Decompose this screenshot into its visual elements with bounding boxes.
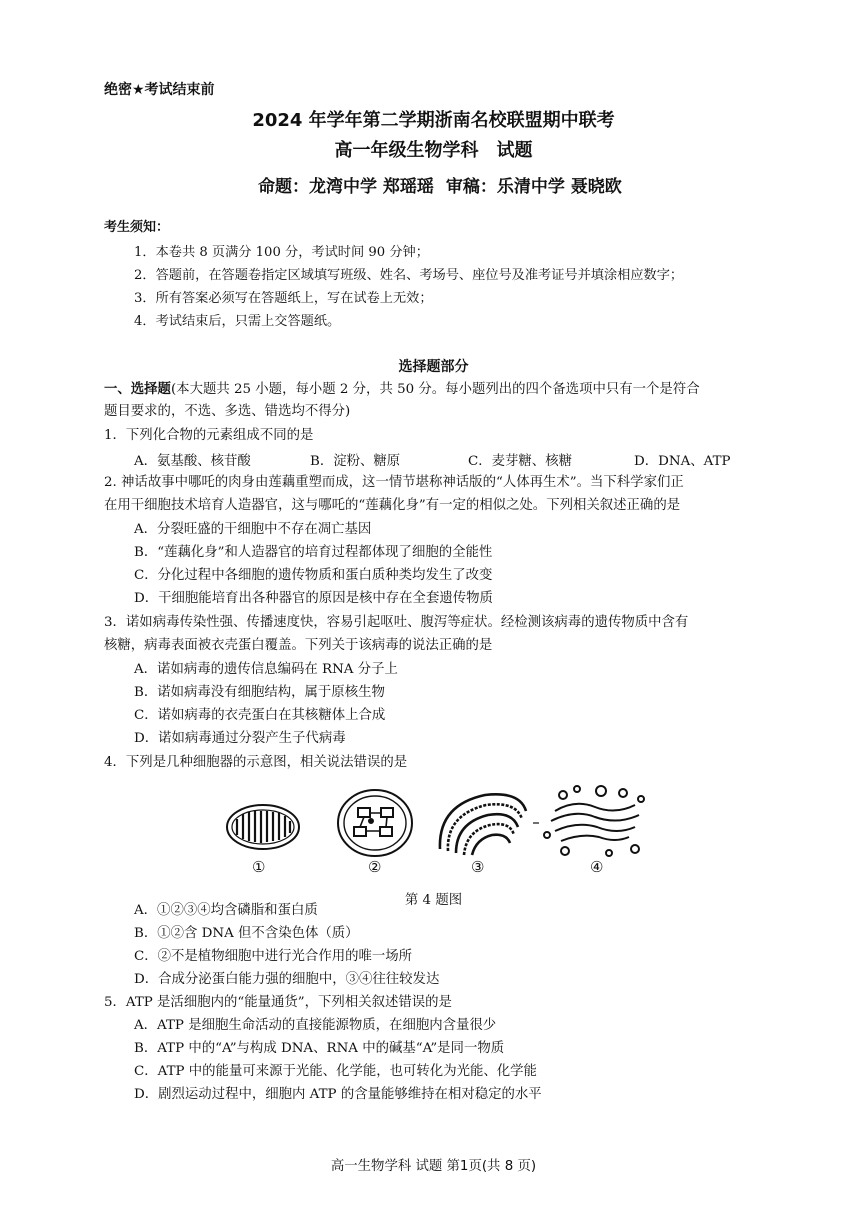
question-3-option-b: B．诺如病毒没有细胞结构，属于原核生物	[134, 685, 385, 700]
figure-label-2: ②	[368, 858, 382, 876]
question-4-option-c: C．②不是植物细胞中进行光合作用的唯一场所	[134, 949, 413, 964]
endoplasmic-reticulum-drawing	[440, 794, 526, 855]
question-2-option-d: D．干细胞能培育出各种器官的原因是核中存在全套遗传物质	[134, 591, 493, 606]
question-2-option-a: A．分裂旺盛的干细胞中不存在凋亡基因	[134, 522, 372, 537]
question-2-stem-continued: 在用干细胞技术培育人造器官，这与哪吒的“莲藕化身”有一定的相似之处。下列相关叙述正确的是	[104, 498, 681, 513]
mitochondrion-drawing	[227, 805, 299, 849]
section-intro	[104, 380, 700, 399]
notice-heading: 考生须知：	[104, 220, 170, 235]
question-5-stem: 5．ATP 是活细胞内的“能量通货”，下列相关叙述错误的是	[104, 995, 452, 1010]
golgi-apparatus-drawing	[533, 786, 644, 856]
organelle-figure	[225, 783, 645, 875]
question-4-stem: 4．下列是几种细胞器的示意图，相关说法错误的是	[104, 755, 408, 770]
question-3-option-d: D．诺如病毒通过分裂产生子代病毒	[134, 731, 346, 746]
section-intro-text: (本大题共 25 小题，每小题 2 分，共 50 分。每小题列出的四个备选项中只有一个是符合	[170, 382, 700, 397]
figure-label-4: ④	[590, 858, 604, 876]
page-footer: 高一生物学科 试题 第1页(共 8 页)	[330, 1159, 537, 1174]
question-5-option-a: A．ATP 是细胞生命活动的直接能源物质，在细胞内含量很少	[134, 1018, 497, 1033]
notice-item: 2．答题前，在答题卷指定区域填写班级、姓名、考场号、座位号及准考证号并填涂相应数字；	[134, 268, 684, 283]
section-title: 选择题部分	[398, 359, 469, 375]
question-5-option-d: D．剧烈运动过程中，细胞内 ATP 的含量能够维持在相对稳定的水平	[134, 1087, 542, 1102]
question-1-option-a: A．氨基酸、核苷酸	[134, 454, 251, 469]
question-1-option-c: C．麦芽糖、核糖	[468, 454, 572, 469]
question-4-option-d: D．合成分泌蛋白能力强的细胞中，③④往往较发达	[134, 972, 440, 987]
question-3-option-c: C．诺如病毒的衣壳蛋白在其核糖体上合成	[134, 708, 386, 723]
exam-subtitle: 高一年级生物学科 试题	[334, 140, 533, 161]
question-5-option-b: B．ATP 中的“A”与构成 DNA、RNA 中的碱基“A”是同一物质	[134, 1041, 505, 1056]
chloroplast-drawing	[338, 790, 412, 856]
question-5-option-c: C．ATP 中的能量可来源于光能、化学能，也可转化为光能、化学能	[134, 1064, 537, 1079]
question-4-option-a: A．①②③④均含磷脂和蛋白质	[134, 903, 318, 918]
question-2-option-c: C．分化过程中各细胞的遗传物质和蛋白质种类均发生了改变	[134, 568, 493, 583]
figure-label-3: ③	[471, 858, 485, 876]
figure-caption: 第 4 题图	[404, 893, 463, 908]
question-3-option-a: A．诺如病毒的遗传信息编码在 RNA 分子上	[134, 662, 398, 677]
notice-item: 3．所有答案必须写在答题纸上，写在试卷上无效；	[134, 291, 433, 306]
notice-item: 4．考试结束后，只需上交答题纸。	[134, 314, 341, 329]
notice-item: 1．本卷共 8 页满分 100 分，考试时间 90 分钟；	[134, 245, 429, 260]
confidential-label: 绝密★考试结束前	[104, 82, 215, 98]
section-intro-continued: 题目要求的，不选、多选、错选均不得分)	[104, 404, 351, 419]
question-3-stem-continued: 核糖，病毒表面被衣壳蛋白覆盖。下列关于该病毒的说法正确的是	[104, 638, 493, 653]
question-2-stem: 2. 神话故事中哪吒的肉身由莲藕重塑而成，这一情节堪称神话版的“人体再生术”。当下科学家们正	[104, 475, 684, 490]
authors-line	[258, 172, 628, 197]
question-3-stem: 3．诺如病毒传染性强、传播速度快，容易引起呕吐、腹泻等症状。经检测该病毒的遗传物质中含有	[104, 615, 689, 630]
author-reviewer: 审稿：乐清中学 聂晓欧	[445, 177, 622, 197]
author-setter: 命题：龙湾中学 郑瑶瑶	[258, 177, 434, 197]
question-2-option-b: B．“莲藕化身”和人造器官的培育过程都体现了细胞的全能性	[134, 545, 493, 560]
question-1-option-d: D．DNA、ATP	[634, 454, 731, 469]
section-intro-heading: 一、选择题	[104, 381, 171, 397]
question-1-option-b: B．淀粉、糖原	[310, 454, 401, 469]
exam-title: 2024 年学年第二学期浙南名校联盟期中联考	[252, 110, 615, 131]
question-4-option-b: B．①②含 DNA 但不含染色体（质）	[134, 926, 359, 941]
question-1-stem: 1．下列化合物的元素组成不同的是	[104, 428, 314, 443]
figure-label-1: ①	[252, 858, 266, 876]
